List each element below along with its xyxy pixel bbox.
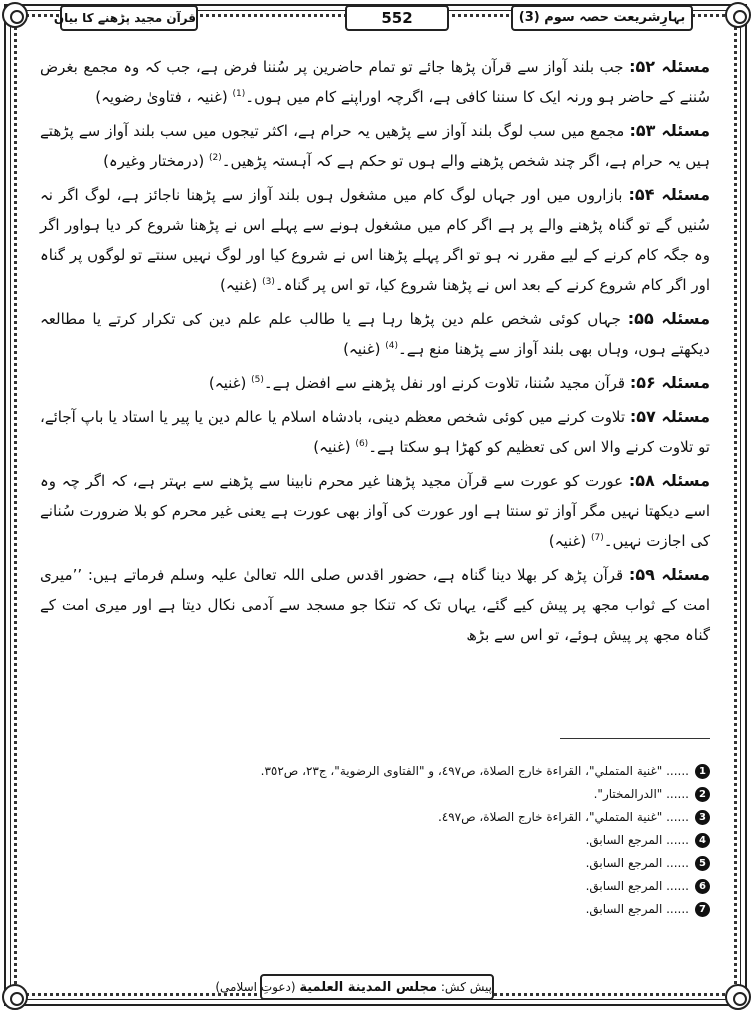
source-ref: (غنیہ) — [548, 532, 587, 550]
masala-label: مسئلہ ۵۵: — [627, 309, 710, 328]
corner-ornament-icon — [725, 984, 751, 1010]
chapter-title: قرآن مجید پڑھنے کا بیان — [60, 5, 198, 31]
footnote-item — [40, 783, 710, 806]
source-ref: (غنیہ) — [219, 276, 258, 294]
source-ref: (درمختار وغیرہ) — [103, 152, 205, 170]
footnote-item — [40, 852, 710, 875]
masala-paragraph — [40, 560, 710, 650]
masala-text: عورت کو عورت سے قرآن مجید پڑھنا غیر محرم نابینا سے پڑھنے سے بہتر ہے، کہ اگر چہ وہ اسے دیکھتا نہیں مگر آواز تو سنتا ہے اور عورت کی آواز بھی عورت ہے یعنی غیر محرم کو بلا ضرورت سُنانے کی اجازت نہیں۔ — [40, 472, 710, 550]
publisher-note: (دعوتِ اسلامی) — [215, 980, 296, 994]
corner-ornament-icon — [2, 2, 28, 28]
masala-label: مسئلہ ۵۴: — [628, 185, 710, 204]
footnote-ref[interactable]: (1) — [232, 89, 246, 99]
footnote-text: ...... "غنية المتملي"، القراءة خارج الصلاة، ص٤٩٧. — [437, 810, 689, 824]
masala-label: مسئلہ ۵۳: — [629, 121, 710, 140]
masala-paragraph — [40, 116, 710, 176]
main-text — [40, 52, 710, 654]
corner-ornament-icon — [2, 984, 28, 1010]
page-number: 552 — [345, 5, 449, 31]
publisher-name: مجلس المدينة العلمية — [299, 980, 438, 995]
footnote-number-badge: 6 — [695, 879, 710, 894]
footnote-text: ...... المرجع السابق. — [585, 856, 689, 870]
footnote-text: ...... المرجع السابق. — [585, 833, 689, 847]
masala-paragraph — [40, 368, 710, 398]
footnote-ref[interactable]: (6) — [355, 439, 369, 449]
masala-label: مسئلہ ۵۸: — [628, 471, 710, 490]
masala-label: مسئلہ ۵۷: — [629, 407, 710, 426]
footnote-number-badge: 1 — [695, 764, 710, 779]
footnote-number-badge: 7 — [695, 902, 710, 917]
footnote-number-badge: 5 — [695, 856, 710, 871]
source-ref: (غنیہ) — [208, 374, 247, 392]
masala-label: مسئلہ ۵۶: — [629, 373, 710, 392]
footnote-number-badge: 3 — [695, 810, 710, 825]
masala-paragraph — [40, 52, 710, 112]
masala-paragraph — [40, 466, 710, 556]
footnote-ref[interactable]: (2) — [208, 153, 222, 163]
masala-label: مسئلہ ۵۲: — [629, 57, 711, 76]
masala-label: مسئلہ ۵۹: — [628, 565, 710, 584]
masala-text: قرآن پڑھ کر بھلا دینا گناہ ہے، حضور اقدس صلی اللہ تعالیٰ علیہ وسلم فرماتے ہیں: ’’میری امت کے ثواب مجھ پر پیش کیے گئے، یہاں تک کہ تنکا جو مسجد سے آدمی نکال دیتا ہے اور میری امت کے گناہ مجھ پر پیش ہوئے، تو اس سے بڑھ — [40, 566, 710, 644]
masala-paragraph — [40, 180, 710, 300]
footnote-item — [40, 806, 710, 829]
book-title: بہارِشریعت حصہ سوم (3) — [511, 5, 693, 31]
page-footer — [215, 974, 494, 1000]
page-header — [53, 5, 693, 29]
source-ref: (غنیہ ، فتاویٰ رضویہ) — [95, 88, 228, 106]
masala-text: جب بلند آواز سے قرآن پڑھا جائے تو تمام حاضرین پر سُننا فرض ہے، جب کہ وہ مجمع بغرض سُننے کے حاضر ہو ورنہ ایک کا سننا کافی ہے، اگرچہ اوراپنے کام میں ہوں۔ — [40, 58, 710, 106]
footnote-item — [40, 875, 710, 898]
footnote-item — [40, 760, 710, 783]
footer-prefix: پیش کش: — [440, 980, 492, 994]
footnote-divider — [560, 738, 710, 739]
masala-paragraph — [40, 402, 710, 462]
source-ref: (غنیہ) — [313, 438, 351, 456]
footnote-text: ...... "الدرالمختار". — [593, 787, 689, 801]
masala-text: مجمع میں سب لوگ بلند آواز سے پڑھیں یہ حرام ہے، اکثر تیجوں میں سب بلند آواز سے پڑھتے ہیں یہ حرام ہے، اگر چند شخص پڑھنے والے ہوں تو حکم ہے کہ آہستہ پڑھیں۔ — [40, 122, 710, 170]
footnote-number-badge: 4 — [695, 833, 710, 848]
footnote-item — [40, 898, 710, 921]
footnote-item — [40, 829, 710, 852]
footnote-text: ...... المرجع السابق. — [585, 902, 689, 916]
footnotes — [40, 760, 710, 921]
masala-text: جہاں کوئی شخص علم دین پڑھا رہا ہے یا طالب علم علم دین کی تکرار کرتے یا مطالعہ دیکھتے ہوں، وہاں بھی بلند آواز سے پڑھنا منع ہے۔ — [40, 310, 710, 358]
footnote-ref[interactable]: (5) — [251, 375, 264, 385]
masala-text: بازاروں میں اور جہاں لوگ کام میں مشغول ہوں بلند آواز سے پڑھنا ناجائز ہے، لوگ اگر نہ سُنیں گے تو گناہ پڑھنے والے پر ہے اگر کام میں مشغول ہونے سے پہلے اس نے پڑھنا شروع کر دیا ہواور اگر وہ جگہ کام کرنے کے لیے مقرر نہ ہو تو اگر پہلے پڑھنا اس نے شروع کیا اور لوگ نہیں سنتے تو لوگوں پر گناہ اور اگر کام شروع کرنے کے بعد اس نے پڑھنا شروع کیا، تو اس پر گناہ۔ — [40, 186, 710, 294]
corner-ornament-icon — [725, 2, 751, 28]
masala-text: تلاوت کرنے میں کوئی شخص معظم دینی، بادشاہ اسلام یا عالم دین یا پیر یا استاد یا باپ آجائے، تو تلاوت کرنے والا اس کی تعظیم کو کھڑا ہو سکتا ہے۔ — [40, 408, 710, 456]
masala-paragraph — [40, 304, 710, 364]
footnote-text: ...... المرجع السابق. — [585, 879, 689, 893]
footnote-ref[interactable]: (4) — [385, 341, 399, 351]
footnote-ref[interactable]: (7) — [590, 533, 604, 543]
footnote-ref[interactable]: (3) — [262, 277, 275, 287]
footnote-number-badge: 2 — [695, 787, 710, 802]
footnote-text: ...... "غنية المتملي"، القراءة خارج الصلاة، ص٤٩٧، و "الفتاوى الرضوية"، ج٢٣، ص٣٥٢. — [260, 764, 689, 778]
masala-text: قرآن مجید سُننا، تلاوت کرنے اور نفل پڑھنے سے افضل ہے۔ — [263, 374, 626, 392]
source-ref: (غنیہ) — [343, 340, 381, 358]
